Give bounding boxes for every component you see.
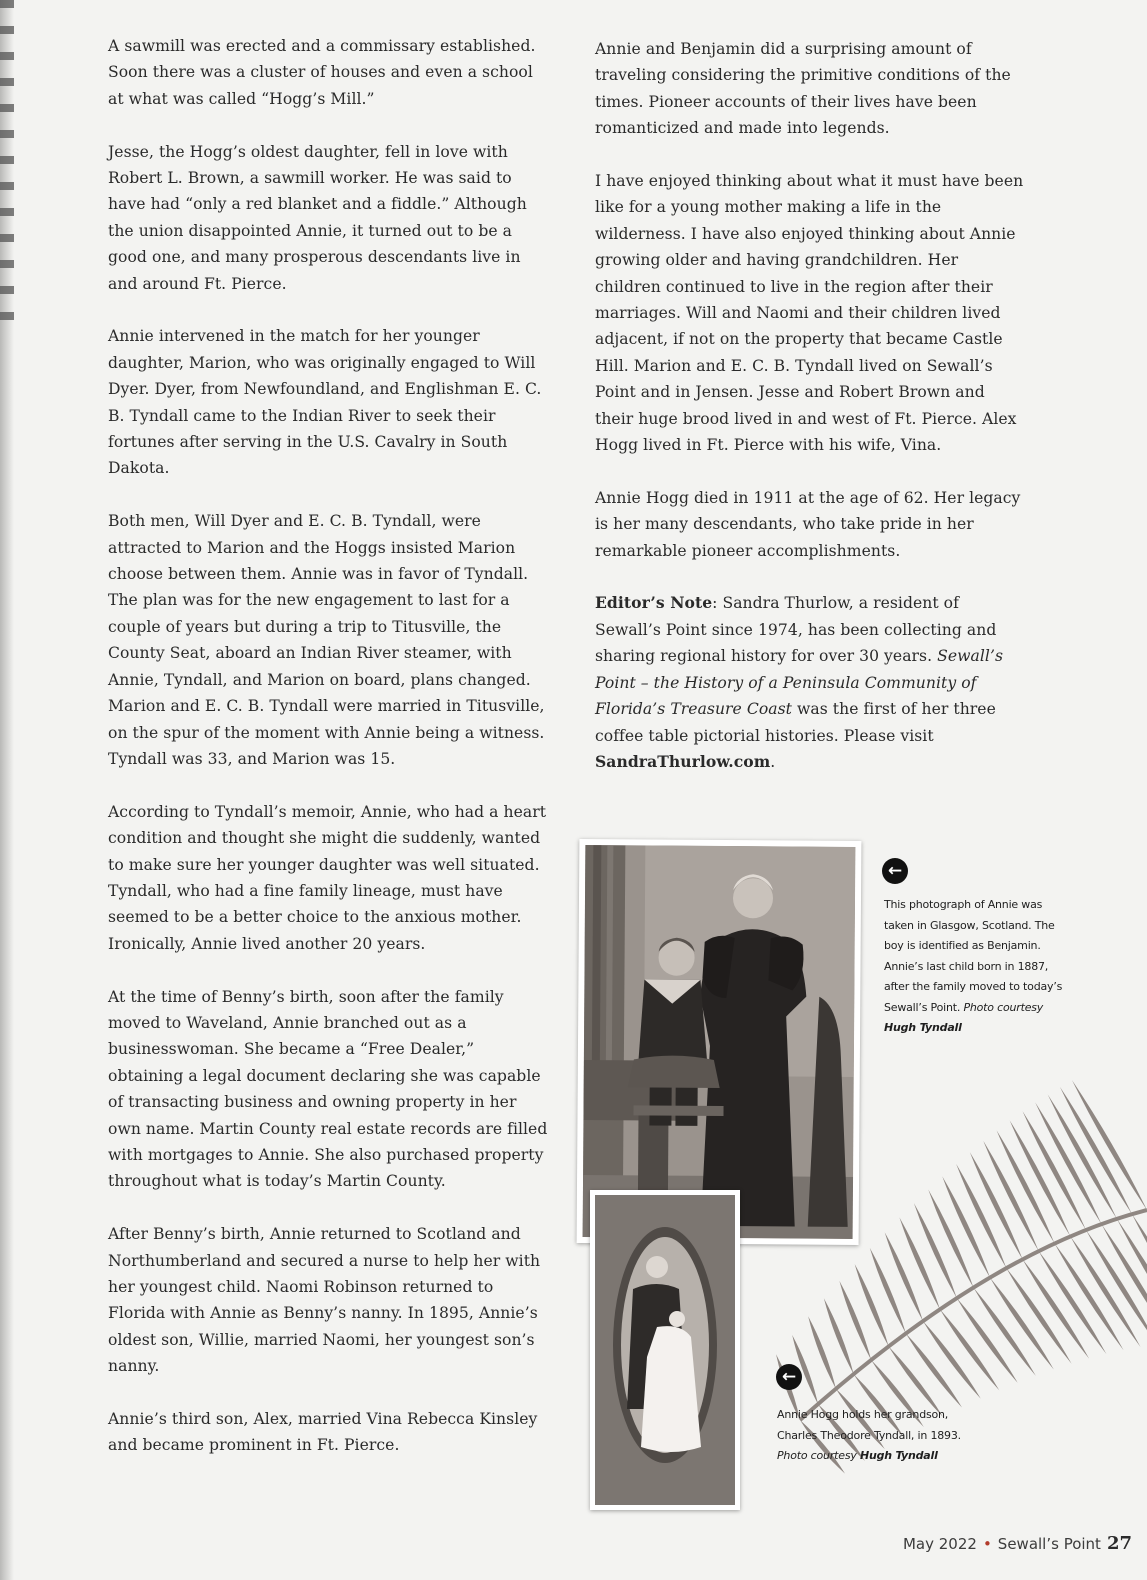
photo-credit: Photo courtesy bbox=[777, 1449, 860, 1462]
frond-leaflet bbox=[1035, 1102, 1101, 1224]
paragraph: After Benny’s birth, Annie returned to Scotland and Northumberland and secured a nurse to help her with her youngest child. Naomi Robinson returned to Florida with Annie as Benny’s nanny. In 1895, Annie’s oldest son, Willie, married Naomi, her youngest son’s nanny. bbox=[108, 1225, 541, 1376]
frond-leaflet bbox=[906, 1333, 962, 1407]
paragraph: Annie intervened in the match for her younger daughter, Marion, who was originally engaged to Will Dyer. Dyer, from Newfoundland, and Englishman E. C. B. Tyndall came to the Indian River to seek their fortunes after serving in the U.S. Cavalry in South Dakota. bbox=[108, 327, 542, 478]
frond-leaflet bbox=[885, 1232, 923, 1321]
frond-leaflet bbox=[1023, 1111, 1086, 1230]
editor-note-text: . bbox=[770, 752, 776, 771]
paragraph: Annie Hogg died in 1911 at the age of 62. Her legacy is her many descendants, who take pride in her remarkable pioneer accomplishments. bbox=[595, 488, 1021, 560]
book-title: Sewall’s Point – the History of a Peninsula Community of Florida’s Treasure Coast bbox=[595, 647, 1004, 719]
grandson-photo bbox=[590, 1190, 740, 1510]
photo-credit-name: Hugh Tyndall bbox=[859, 1449, 938, 1462]
editor-note-text: : Sandra Thurlow, a resident of Sewall’s Point since 1974, has been collecting and sharing regional history for over 30 years. bbox=[595, 594, 997, 666]
frond-leaflet bbox=[870, 1248, 906, 1334]
frond-leaflet bbox=[940, 1309, 999, 1390]
caption-text: This photograph of Annie was taken in Glasgow, Scotland. The boy is identified as Benjamin. Annie’s last child born in 1887, after the family moved to today’s Sewall’s Point. bbox=[884, 898, 1063, 1014]
grandson-photo-image bbox=[595, 1195, 735, 1505]
paragraph: Both men, Will Dyer and E. C. B. Tyndall, were attracted to Marion and the Hoggs insisted Marion choose between them. Annie was in favor of Tyndall. The plan was for the new engagement to last for a couple of years but during a trip to Titusville, the County Seat, aboard an Indian River steamer, with Annie, Tyndall, and Marion on board, plans changed. Marion and E. C. B. Tyndall were married in Titusville, on the spur of the moment with Annie being a witness. Tyndall was 33, and Marion was 15. bbox=[108, 512, 545, 768]
frond-leaflet bbox=[1048, 1094, 1117, 1218]
arrow-left-circle-icon: ← bbox=[882, 858, 908, 884]
paragraph: Annie and Benjamin did a surprising amount of traveling considering the primitive conditions of the times. Pioneer accounts of their lives have been romanticized and made into legends. bbox=[595, 40, 1011, 138]
annie-photo-caption bbox=[884, 895, 1074, 1039]
frond-leaflet bbox=[928, 1189, 973, 1287]
arrow-left-circle-icon: ← bbox=[776, 1364, 802, 1390]
oval-portrait-illustration bbox=[595, 1195, 735, 1505]
vintage-portrait-illustration bbox=[583, 845, 856, 1239]
website-link[interactable]: SandraThurlow.com bbox=[595, 751, 771, 771]
page-number: 27 bbox=[1106, 1533, 1132, 1554]
footer-separator: • bbox=[982, 1535, 992, 1553]
article-left-column bbox=[108, 33, 548, 1485]
paragraph: At the time of Benny’s birth, soon after the family moved to Waveland, Annie branched out as a businesswoman. She became a “Free Dealer,” obtaining a legal document declaring she was capable of transacting business and owning property in her own name. Martin County real estate records are filled with mortgages to Annie. She also purchased property throughout what is today’s Martin County. bbox=[108, 987, 548, 1191]
paragraph: Jesse, the Hogg’s oldest daughter, fell in love with Robert L. Brown, a sawmill worker. He was said to have had “only a red blanket and a fiddle.” Although the union disappointed Annie, it turned out to be a good one, and many prosperous descendants live in and around Ft. Pierce. bbox=[108, 142, 527, 293]
grandson-photo-caption bbox=[777, 1405, 967, 1467]
paragraph: I have enjoyed thinking about what it must have been like for a young mother making a life in the wilderness. I have also enjoyed thinking about Annie growing older and having grandchildren. Her children continued to live in the region after their marriages. Will and Naomi and their children lived adjacent, if not on the property that became Castle Hill. Marion and E. C. B. Tyndall lived on Sewall’s Point and in Jensen. Jesse and Robert Brown and their huge brood lived in and west of Ft. Pierce. Alex Hogg lived in Ft. Pierce with his wife, Vina. bbox=[595, 172, 1024, 455]
frond-leaflet bbox=[923, 1321, 981, 1399]
frond-leaflet bbox=[1070, 1236, 1140, 1347]
editor-note-text: was the first of her three coffee table pictorial histories. Please visit bbox=[595, 700, 996, 745]
page-edge-marks bbox=[0, 0, 14, 330]
annie-photo bbox=[577, 839, 862, 1245]
paragraph: According to Tyndall’s memoir, Annie, who had a heart condition and thought she might die suddenly, wanted to make sure her younger daughter was well situated. Tyndall, who had a fine family lineage, must have seemed to be a better choice to the anxious mother. Ironically, Annie lived another 20 years. bbox=[108, 802, 547, 953]
paragraph: A sawmill was erected and a commissary established. Soon there was a cluster of houses and even a school at what was called “Hogg’s Mill.” bbox=[108, 37, 536, 108]
page-footer bbox=[903, 1533, 1132, 1554]
frond-leaflet bbox=[899, 1217, 940, 1309]
photo-credit-name: Hugh Tyndall bbox=[884, 1021, 962, 1034]
frond-leaflet bbox=[808, 1316, 836, 1388]
magazine-name: Sewall’s Point bbox=[997, 1535, 1101, 1553]
paragraph: Annie’s third son, Alex, married Vina Rebecca Kinsley and became prominent in Ft. Pierce. bbox=[108, 1410, 538, 1455]
article-right-column bbox=[595, 36, 1025, 802]
annie-photo-image bbox=[583, 845, 856, 1239]
frond-leaflet bbox=[914, 1203, 957, 1298]
editor-note bbox=[595, 590, 1025, 775]
caption-text: Annie Hogg holds her grandson, Charles Theodore Tyndall, in 1893. bbox=[777, 1408, 961, 1442]
frond-leaflet bbox=[1060, 1087, 1132, 1214]
editor-note-label: Editor’s Note bbox=[595, 593, 713, 613]
issue-date: May 2022 bbox=[902, 1535, 977, 1553]
frond-leaflet bbox=[942, 1176, 990, 1277]
photo-credit: Photo courtesy bbox=[963, 1000, 1044, 1014]
frond-leaflet bbox=[1055, 1243, 1124, 1350]
